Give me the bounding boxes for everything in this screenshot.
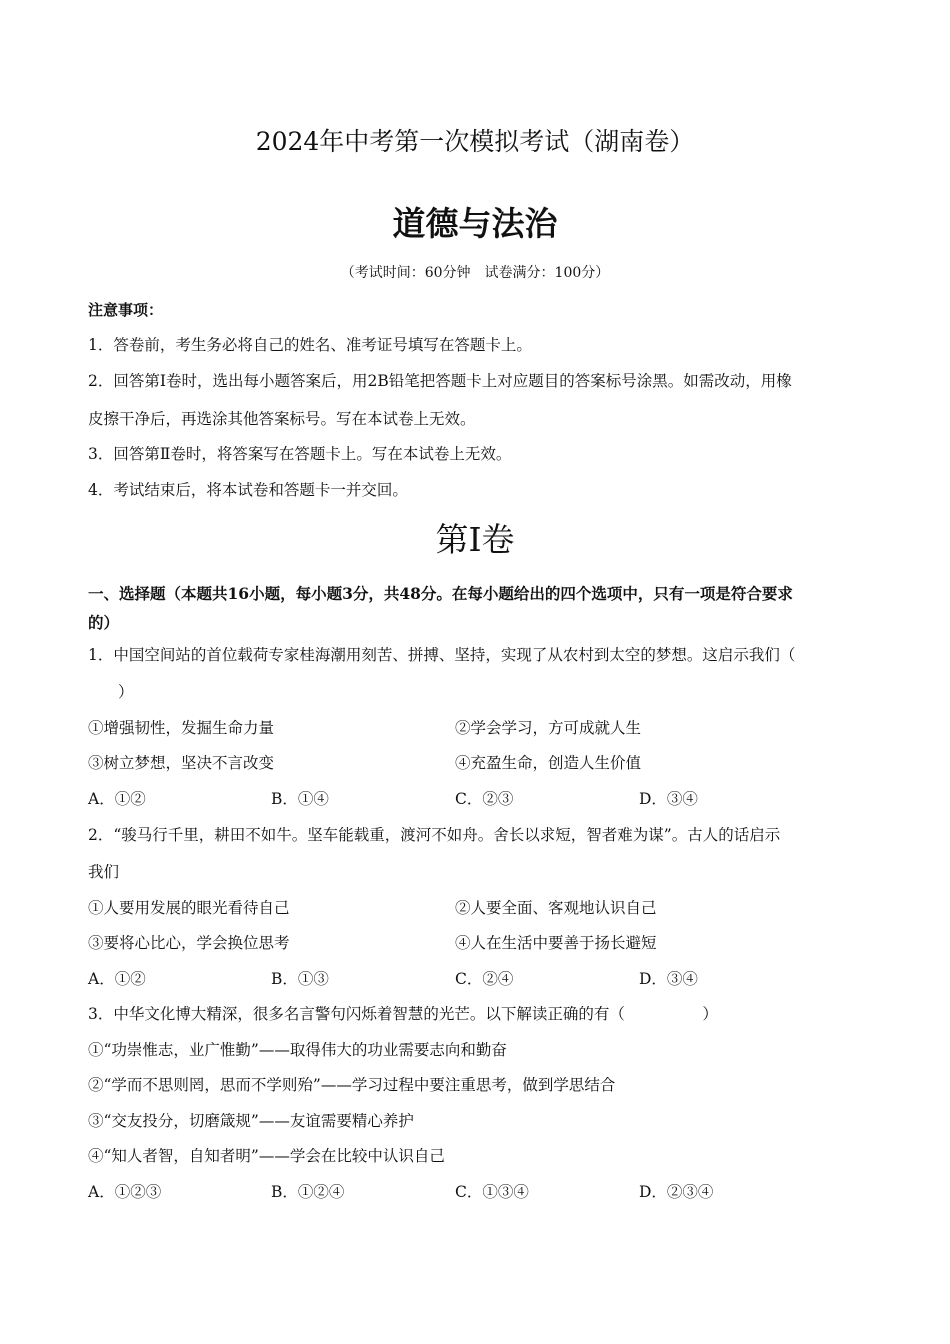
question-1-choice-b: B．①④	[271, 790, 329, 808]
exam-title: 2024年中考第一次模拟考试（湖南卷）	[255, 127, 695, 156]
subject-title: 道德与法治	[392, 204, 558, 243]
notice-item: 3．回答第Ⅱ卷时，将答案写在答题卡上。写在本试卷上无效。	[88, 445, 512, 463]
notice-item: 4．考试结束后，将本试卷和答题卡一并交回。	[88, 481, 408, 499]
question-1-choice-c: C．②③	[455, 790, 514, 808]
question-2-choice-b: B．①③	[271, 970, 329, 988]
question-1-choice-d: D．③④	[639, 790, 698, 808]
question-1-statement: ④充盈生命，创造人生价值	[455, 754, 642, 772]
question-3-choice-d: D．②③④	[639, 1183, 714, 1201]
question-1-choice-a: A．①②	[88, 790, 146, 808]
question-2-choice-d: D．③④	[639, 970, 698, 988]
question-1-statement: ①增强韧性，发掘生命力量	[88, 719, 275, 737]
section-heading: 一、选择题（本题共16小题，每小题3分，共48分。在每小题给出的四个选项中，只有一项是符合要求	[88, 584, 793, 603]
question-1-statement: ②学会学习，方可成就人生	[455, 719, 642, 737]
question-3-statement: ④“知人者智，自知者明”——学会在比较中认识自己	[88, 1147, 445, 1165]
question-3-statement: ③“交友投分，切磨箴规”——友谊需要精心养护	[88, 1112, 414, 1130]
volume-title: 第Ⅰ卷	[435, 520, 515, 559]
question-2-choice-a: A．①②	[88, 970, 146, 988]
question-3-choice-b: B．①②④	[271, 1183, 345, 1201]
notice-item: 2．回答第Ⅰ卷时，选出每小题答案后，用2B铅笔把答题卡上对应题目的答案标号涂黑。如需改动，用橡	[88, 372, 792, 390]
question-2-statement: ①人要用发展的眼光看待自己	[88, 899, 290, 917]
question-2-choice-c: C．②④	[455, 970, 514, 988]
question-1-stem-cont: ）	[118, 683, 134, 701]
question-2-statement: ④人在生活中要善于扬长避短	[455, 934, 657, 952]
question-3-choice-c: C．①③④	[455, 1183, 529, 1201]
question-2-statement: ③要将心比心，学会换位思考	[88, 934, 290, 952]
question-2-stem-cont: 我们	[88, 863, 120, 881]
section-heading-cont: 的）	[88, 613, 120, 632]
notice-item: 皮擦干净后，再选涂其他答案标号。写在本试卷上无效。	[88, 410, 476, 428]
question-3-statement: ②“学而不思则罔，思而不学则殆”——学习过程中要注重思考，做到学思结合	[88, 1076, 616, 1094]
question-2-stem: 2．“骏马行千里，耕田不如牛。坚车能载重，渡河不如舟。舍长以求短，智者难为谋”。古人的话启示	[88, 826, 781, 844]
question-2-statement: ②人要全面、客观地认识自己	[455, 899, 657, 917]
question-1-statement: ③树立梦想，坚决不言改变	[88, 754, 275, 772]
notice-title: 注意事项：	[88, 301, 164, 319]
question-3-stem: 3．中华文化博大精深，很多名言警句闪烁着智慧的光芒。以下解读正确的有（ ）	[88, 1005, 718, 1023]
question-1-stem: 1．中国空间站的首位载荷专家桂海潮用刻苦、拼搏、坚持，实现了从农村到太空的梦想。这启示我们（	[88, 646, 796, 664]
notice-item: 1．答卷前，考生务必将自己的姓名、准考证号填写在答题卡上。	[88, 336, 532, 354]
question-3-choice-a: A．①②③	[88, 1183, 162, 1201]
exam-time-info: （考试时间：60分钟 试卷满分：100分）	[340, 265, 610, 281]
question-3-statement: ①“功崇惟志，业广惟勤”——取得伟大的功业需要志向和勤奋	[88, 1041, 507, 1059]
